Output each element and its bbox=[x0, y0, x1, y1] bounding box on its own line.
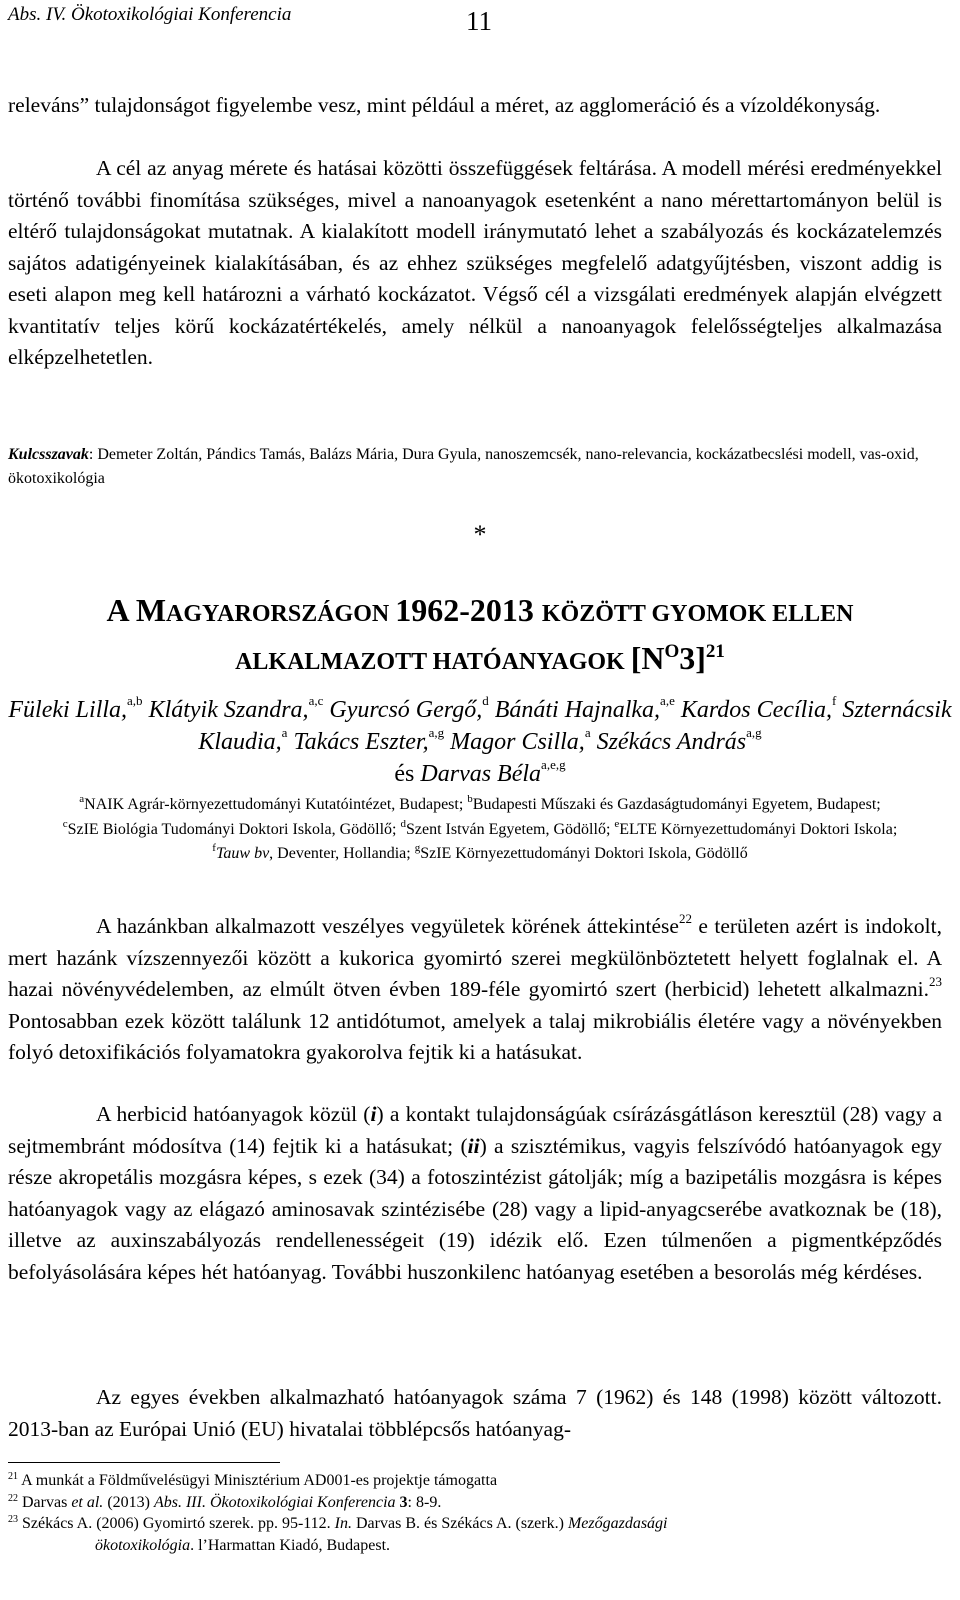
authors-conjunction: és bbox=[394, 761, 415, 787]
author-affiliation: a,g bbox=[428, 725, 445, 740]
footnote-text: In. bbox=[334, 1515, 352, 1532]
author-affiliation: a bbox=[584, 725, 591, 740]
footnote-text: Székács A. (2006) Gyomirtó szerek. pp. 95-112. bbox=[22, 1515, 335, 1532]
affiliation-mark: a bbox=[79, 793, 85, 805]
list-marker: ii bbox=[467, 1133, 480, 1158]
author-name: Magor Csilla, bbox=[450, 729, 585, 755]
affiliation-mark: c bbox=[62, 817, 68, 830]
author-list bbox=[0, 694, 960, 790]
affiliation-mark: e bbox=[614, 817, 620, 830]
footnote-text: 3 bbox=[395, 1493, 408, 1511]
author-name: Darvas Béla bbox=[420, 761, 542, 787]
title-part: KÖZÖTT GYOMOK ELLEN bbox=[541, 601, 854, 627]
running-header: Abs. IV. Ökotoxikológiai Konferencia bbox=[8, 4, 292, 25]
intro-paragraph-continuation: releváns” tulajdonságot figyelembe vesz, mint például a méret, az agglomeráció és a vízoldékonyság. bbox=[8, 93, 881, 117]
footnote-22 bbox=[8, 1492, 942, 1514]
affiliation-text: SzIE Biológia Tudományi Doktori Iskola, Gödöllő; bbox=[67, 820, 401, 838]
author-affiliation: a,e,g bbox=[541, 757, 566, 772]
affiliation-text: SzIE Környezettudományi Doktori Iskola, Gödöllő bbox=[420, 845, 748, 862]
article-title bbox=[0, 588, 960, 684]
author-name: Takács Eszter, bbox=[293, 729, 429, 755]
affiliation-text: Tauw bv bbox=[215, 845, 270, 862]
title-part: O bbox=[664, 641, 680, 662]
affiliation-text: , Deventer, Hollandia; bbox=[269, 845, 415, 862]
footnote-21 bbox=[8, 1470, 942, 1492]
footnote-text: ökotoxikológia bbox=[95, 1536, 191, 1554]
footnote-text: (2013) bbox=[103, 1493, 154, 1511]
title-part: 3] bbox=[679, 640, 706, 676]
title-part: AGYARORSZÁGON bbox=[166, 601, 396, 627]
title-part: A M bbox=[106, 592, 167, 628]
footnote-ref: 22 bbox=[678, 911, 692, 926]
intro-paragraph-conclusion: A cél az anyag mérete és hatásai közötti összefüggések feltárása. A modell mérési eredményekkel történő további finomítása szükséges, mivel a nanoanyagok esetenként a nano mérettartományon belül is eltérő tulajdonságokat mutatnak. A kialakított modell iránymutató lehet a szabályozás és kockázatelemzés sajátos adatigényeinek kialakításában, és az ehhez szükséges megfelelő adatgyűjtésben, viszont addig is eseti alapon meg kell határozni a várható kockázatot. Végső cél a vizsgálati eredmények alapján elvégzett kvantitatív teljes körű kockázatértékelés, amely nélkül a nanoanyagok felelősségteljes alkalmazása elképzelhetetlen. bbox=[8, 156, 942, 369]
affiliation-text: Szent István Egyetem, Gödöllő; bbox=[405, 820, 615, 838]
footnote-text: Abs. III. Ökotoxikológiai Konferencia bbox=[153, 1493, 396, 1511]
author-name: Klátyik Szandra, bbox=[148, 697, 309, 723]
paragraph-text: ) a szisztémikus, vagyis felszívódó hatóanyagok egy része akropetális mozgásra képes, s ezek (34) a fotoszintézist gátolják; míg a bazipetális mozgásra is képes hatóanyagok vagy az elágazó aminosavak szintézisébe (28) vagy a lipid-anyagcserébe avatkoznak be (18), illetve az auxinszabályozás rendellenességeit (19) idézik elő. Ezen túlmenően a pigmentképződés befolyásolására képes hét hatóanyag. További huszonkilenc hatóanyag esetében a besorolás még kérdéses. bbox=[8, 1133, 942, 1284]
footnote-text: et al. bbox=[71, 1493, 104, 1511]
body-paragraph-1 bbox=[8, 911, 942, 1069]
paragraph-text: A hazánkban alkalmazott veszélyes vegyületek körének áttekintése bbox=[96, 914, 679, 938]
title-part: ALKALMAZOTT HATÓANYAGOK bbox=[235, 649, 631, 675]
footnote-23-continued bbox=[8, 1535, 942, 1557]
list-marker: i bbox=[370, 1102, 377, 1126]
footnote-mark: 23 bbox=[8, 1514, 18, 1525]
affiliation-mark: f bbox=[212, 842, 216, 854]
title-part: [N bbox=[630, 640, 665, 676]
author-affiliation: f bbox=[831, 693, 837, 708]
footnote-ref: 23 bbox=[929, 974, 942, 989]
affiliations bbox=[0, 793, 960, 867]
footnote-text: A munkát a Földművelésügyi Minisztérium AD001-es projektje támogatta bbox=[21, 1472, 498, 1489]
affiliation-mark: g bbox=[414, 842, 421, 854]
author-name: Székács András bbox=[596, 729, 747, 755]
footnote-text: : 8-9. bbox=[407, 1493, 442, 1511]
footnote-text: . l’Harmattan Kiadó, Budapest. bbox=[190, 1536, 391, 1554]
footnote-23 bbox=[8, 1513, 942, 1535]
author-name: Gyurcsó Gergő, bbox=[329, 697, 483, 723]
author-affiliation: d bbox=[482, 693, 489, 708]
body-paragraph-3: Az egyes években alkalmazható hatóanyagok száma 7 (1962) és 148 (1998) között változott. 2013-ban az Európai Unió (EU) hivatalai többlépcsős hatóanyag- bbox=[8, 1385, 942, 1441]
affiliation-text: ELTE Környezettudományi Doktori Iskola; bbox=[619, 820, 898, 838]
footnote-text: Darvas B. és Székács A. (szerk.) bbox=[352, 1515, 568, 1532]
affiliation-mark: b bbox=[467, 793, 473, 805]
keywords-label: Kulcsszavak bbox=[8, 446, 89, 463]
footnote-text: Darvas bbox=[22, 1493, 72, 1511]
title-footnote-ref: 21 bbox=[705, 641, 725, 662]
author-affiliation: a bbox=[281, 725, 288, 740]
page-number: 11 bbox=[466, 6, 492, 36]
affiliation-text: Budapesti Műszaki és Gazdaságtudományi Egyetem, Budapest; bbox=[472, 796, 881, 813]
affiliation-text: NAIK Agrár-környezettudományi Kutatóintézet, Budapest; bbox=[84, 796, 468, 813]
paragraph-text: A herbicid hatóanyagok közül ( bbox=[96, 1102, 371, 1126]
title-part: 1962-2013 bbox=[395, 592, 542, 628]
keywords-text: : Demeter Zoltán, Pándics Tamás, Balázs Mária, Dura Gyula, nanoszemcsék, nano-relevancia, kockázatbecslési modell, vas-oxid, ökotoxikológia bbox=[8, 446, 919, 487]
footnote-divider bbox=[8, 1462, 280, 1463]
section-separator: * bbox=[473, 520, 487, 549]
footnote-mark: 22 bbox=[8, 1492, 18, 1504]
paragraph-text: Pontosabban ezek között találunk 12 antidótumot, amelyek a talaj mikrobiális életére vagy a növényekben folyó detoxifikációs folyamatokra gyakorolva fejtik ki a hatásukat. bbox=[8, 1008, 942, 1064]
paragraph-text: ) a kontakt tulajdonságúak csírázásgátláson keresztül (28) vagy a sejtmembránt módosítva (14) fejtik ki a hatásukat; ( bbox=[8, 1102, 942, 1158]
body-paragraph-2 bbox=[8, 1099, 942, 1288]
paragraph-text: e területen azért is indokolt, mert hazánk vízszennyezői között a kukorica gyomirtó szerei megkülönböztetett helyett foglalnak el. A hazai növényvédelemben, az elmúlt ötven évben 189-féle gyomirtó szert (herbicid) lehetett alkalmazni. bbox=[8, 914, 942, 1001]
author-affiliation: a,c bbox=[308, 693, 324, 708]
author-affiliation: a,g bbox=[746, 725, 762, 740]
author-affiliation: a,e bbox=[660, 693, 675, 708]
footnote-text: Mezőgazdasági bbox=[567, 1515, 668, 1532]
author-name: Szternácsik Klaudia, bbox=[198, 697, 952, 755]
author-name: Füleki Lilla, bbox=[8, 697, 128, 723]
author-affiliation: a,b bbox=[127, 693, 143, 708]
author-name: Kardos Cecília, bbox=[680, 697, 832, 723]
footnote-mark: 21 bbox=[8, 1471, 18, 1482]
affiliation-mark: d bbox=[400, 817, 406, 830]
footnotes bbox=[8, 1470, 942, 1556]
author-name: Bánáti Hajnalka, bbox=[494, 697, 661, 723]
keywords bbox=[8, 443, 942, 491]
